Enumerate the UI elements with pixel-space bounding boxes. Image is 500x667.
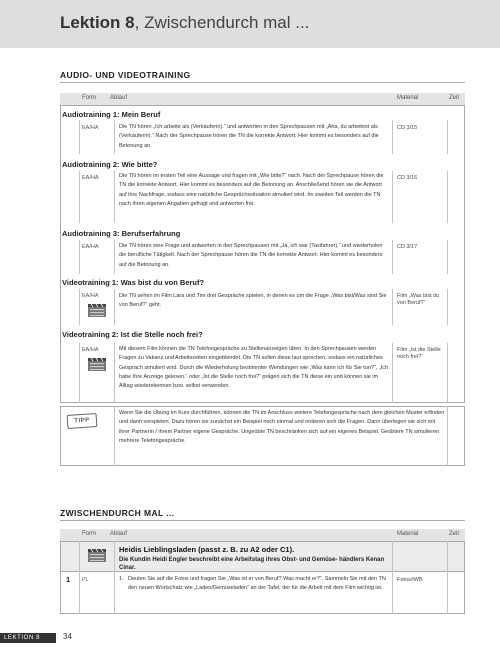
audiotraining-2-title: Audiotraining 2: Wie bitte? [62,160,158,169]
divider [447,343,448,403]
row-material: Film „Was bist du von Beruf?“ [397,293,440,306]
page-title [60,13,309,33]
row-material: CD 3/15 [397,125,418,131]
list-item [119,575,389,594]
section-rule [60,82,465,83]
divider [79,240,80,274]
film-icon [88,358,106,371]
divider [392,541,393,614]
tipp-badge: TIPP [67,413,98,429]
row-material: Film „Ist die Stelle noch frei?“ [397,347,441,360]
row-form: EA/HA [82,244,99,250]
step-number: 1. [119,576,124,582]
column-header-row [60,529,465,541]
tipp-text: Wenn Sie die Übung im Kurs durchführen, können die TN im Anschluss weitere Telefongespräche nach dem gleichen Muster erfinden und dann vorspielen. Dazu hören sie zunächst ein Beispiel noch einmal und notieren sich die Fragen. Dann überlegen sie sich mit ihrer Partnerin / ihrem Partner eigene Gespräche. Ungeübte TN beschränken sich auf ein eigenes Beispiel. Geübtere TN simulieren mehrere Telefongespräche. [119,410,445,444]
divider [114,343,115,403]
row-material: CD 3/16 [397,175,418,181]
divider [79,289,80,325]
divider [447,406,448,466]
divider [79,171,80,223]
column-material: Material [397,531,419,537]
row-form: EA/HA [82,293,99,299]
column-zeit: Zeit [449,531,460,537]
row-description: Die TN hören „Ich arbeite als (Verkäuferin).“ und antworten in den Sprechpausen mit „Aha, du arbeitest als (Verkäuferin).“ Nach der Sprechpause hören die TN die korrekte Antwort. Hier kommt es besonders auf die Betonung an. [119,124,379,149]
step-text: Deuten Sie auf die Fotos und fragen Sie „Was ist er von Beruf? Was macht er?“. Sammeln Sie mit den TN den neuen Wortschatz wie „Laden/Gemüseladen“ an der Tafel, der für die Arbeit mit dem Film wichtig ist. [128,576,386,592]
column-header-row [60,93,465,105]
divider [392,120,393,154]
row-description: Die TN hören im ersten Teil eine Aussage und fragen mit „Wie bitte?“ nach. Nach der Sprechpause hören die TN die korrekte Antwort. Hier kommt es besonders auf die Betonung an. Anschließend hören sie die Antwort auf ihre Nachfrage, sodass eine natürliche Gesprächssituation simuliert wird. Im zweiten Teil werden die TN nach ihren eigenen Angaben gefragt und antworten frei. [119,173,384,207]
divider [447,171,448,223]
section-rule [60,520,465,521]
divider [392,171,393,223]
divider [392,343,393,403]
divider [447,120,448,154]
divider [79,343,80,403]
row-form: EA/HA [82,347,99,353]
divider [114,240,115,274]
column-form: Form [82,95,96,101]
row-description: Mit diesem Film können die TN Telefongespräche zu Stellenanzeigen üben. In den Sprechpausen werden Fragen zu Vakanz und Arbeitszeiten eingeblendet. Die TN sollen diese laut sprechen, sodass ein natürliches Gespräch simuliert wird. Durch die Wiederholung bestimmter Wendungen wie „Was kann ich für Sie tun?“, „Ich habe Ihre Anzeige gelesen.“ oder „Ist die Stelle noch frei?“ prägen sich die TN diese ein und können sie im Alltag wiederekennen bzw. selbst verwenden. [119,346,389,390]
divider [114,171,115,223]
videotraining-2-title: Videotraining 2: Ist die Stelle noch frei? [62,330,203,339]
footer-lesson-tab: LEKTION 8 [0,633,56,643]
audiotraining-1-title: Audiotraining 1: Mein Beruf [62,110,161,119]
lesson-suffix: , Zwischendurch mal ... [134,13,310,32]
divider [447,240,448,274]
divider [447,541,448,614]
row-description: Die TN hören eine Frage und antworten in den Sprechpausen mit „Ja, ich war (Taxifahrer).“ und wiederholen die berufliche Tätigkeit. Nach der Sprechpause hören die TN die korrekte Antwort. Hier kommt es besonders auf die Betonung an. [119,243,383,268]
videotraining-1-title: Videotraining 1: Was bist du von Beruf? [62,278,205,287]
divider [79,541,80,614]
activity-steps [119,575,389,594]
film-icon [88,304,106,317]
row-form: EA/HA [82,125,99,131]
divider [114,120,115,154]
divider [392,240,393,274]
section-heading-zwischendurch: ZWISCHENDURCH MAL ... [60,508,175,518]
activity-title: Heidis Lieblingsladen (passt z. B. zu A2 oder C1). [119,545,295,554]
column-ablauf: Ablauf [110,95,128,101]
divider [114,406,115,466]
column-ablauf: Ablauf [110,531,128,537]
page-number: 34 [63,632,72,641]
column-form: Form [82,531,96,537]
divider [392,289,393,325]
activity-description: Die Kundin Heidi Engler beschreibt eine Arbeitstag ihres Obst- und Gemüse- händlers Kenan Cinar. [119,557,385,571]
film-icon [88,549,106,562]
row-form: PL [82,577,89,583]
row-description: Die TN sehen im Film Lara und Tim drei Gespräche spielen, in denen es um die Frage „Was bist/Was sind Sie von Beruf?“ geht. [119,293,387,309]
divider [114,289,115,325]
column-zeit: Zeit [449,95,460,101]
section-heading-audio-video: AUDIO- UND VIDEOTRAINING [60,70,191,80]
divider [447,289,448,325]
row-number: 1 [66,575,71,584]
column-material: Material [397,95,419,101]
lesson-label: Lektion 8 [60,13,135,32]
row-material: CD 3/17 [397,244,418,250]
divider [79,120,80,154]
audiotraining-3-title: Audiotraining 3: Berufserfahrung [62,229,181,238]
row-form: EA/HA [82,175,99,181]
row-material: Fotos/IWB [397,577,423,583]
divider [114,541,115,614]
